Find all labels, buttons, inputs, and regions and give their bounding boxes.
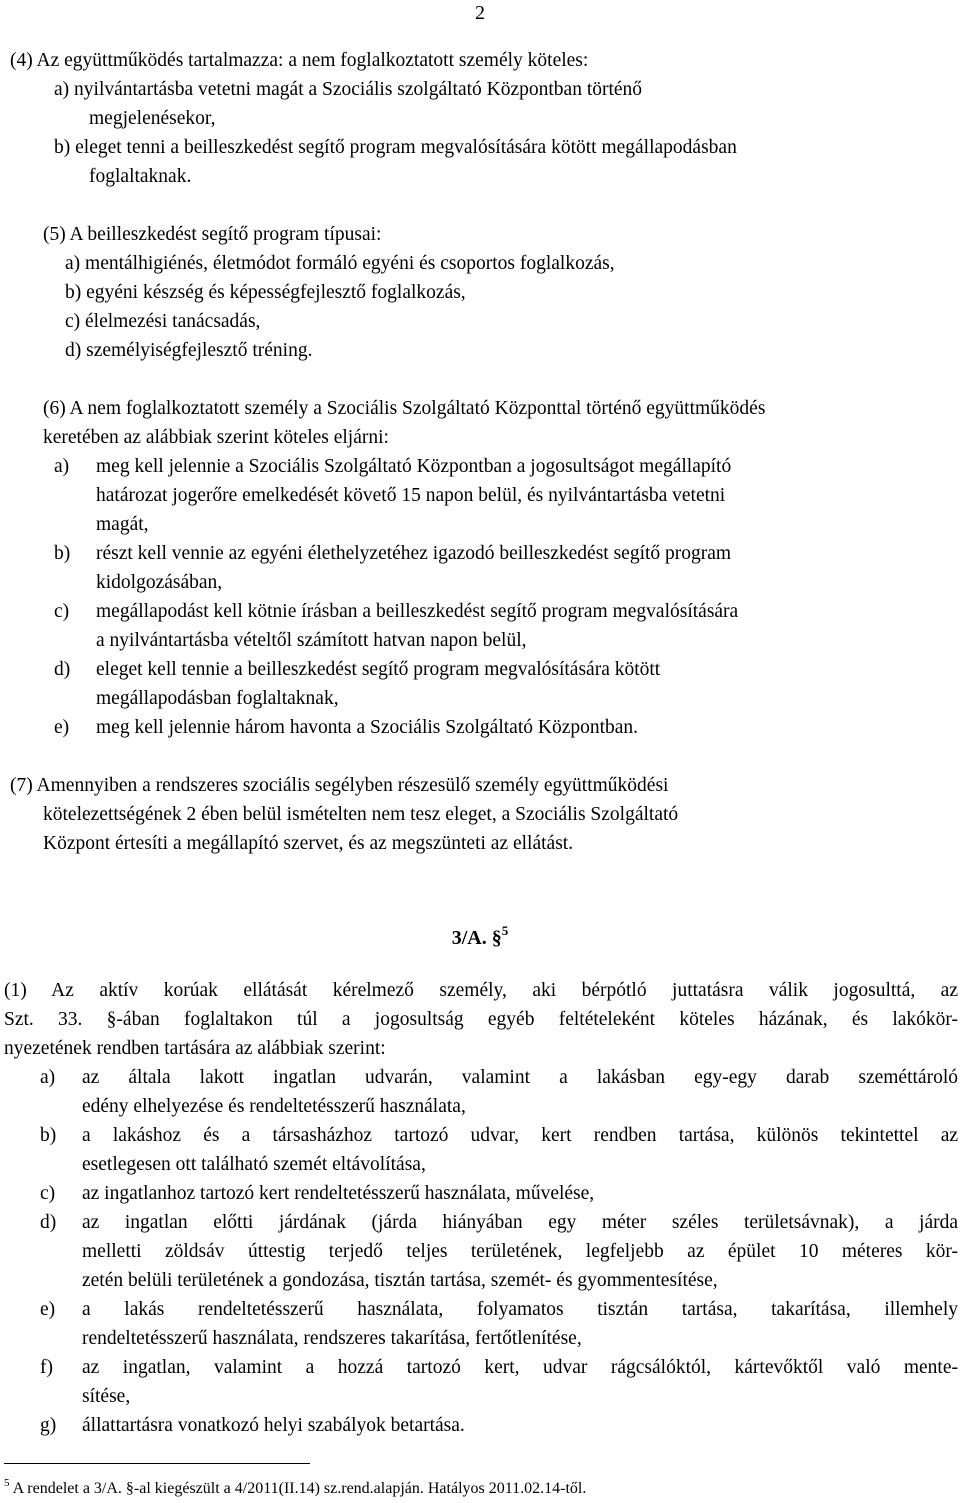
section-6-intro: (6) A nem foglalkoztatott személy a Szociális Szolgáltató Központtal történő együttműködés [43, 398, 766, 419]
section-5-item-d: d) személyiségfejlesztő tréning. [65, 340, 313, 361]
section-4-item-a-cont: megjelenésekor, [89, 108, 216, 129]
section-6-item-c: megállapodást kell kötnie írásban a beilleszkedést segítő program megvalósítására [96, 601, 739, 622]
section-3a-1-line-3: nyezetének rendben tartására az alábbiak szerint: [4, 1038, 386, 1059]
section-3a-item-d: az ingatlan előtti járdának (járda hiányában egy méter széles területsávnak), a járda [82, 1212, 958, 1233]
section-4-intro: (4) Az együttműködés tartalmazza: a nem foglalkoztatott személy köteles: [10, 50, 589, 71]
section-3a-item-e: a lakás rendeltetésszerű használata, folyamatos tisztán tartása, takarítása, illemhely [82, 1299, 958, 1320]
section-6-item-c-cont: a nyilvántartásba vételtől számított hatvan napon belül, [96, 630, 527, 651]
section-7-line-1: (7) Amennyiben a rendszeres szociális segélyben részesülő személy együttműködési [10, 775, 669, 796]
section-5-item-c: c) élelmezési tanácsadás, [65, 311, 261, 332]
section-6-item-a-label: a) [54, 456, 70, 477]
section-6-item-e-label: e) [54, 717, 70, 738]
section-3a-item-d-cont: melletti zöldsáv úttestig terjedő teljes területének, legfeljebb az épület 10 méteres kör- [82, 1241, 958, 1262]
section-6-item-d-label: d) [54, 659, 71, 680]
section-6-item-b-label: b) [54, 543, 71, 564]
section-3a-item-d-label: d) [40, 1212, 57, 1233]
section-3a-item-e-label: e) [40, 1299, 56, 1320]
section-6-item-c-label: c) [54, 601, 70, 622]
section-3a-item-a-label: a) [40, 1067, 56, 1088]
section-4-item-a: a) nyilvántartásba vetetni magát a Szociális szolgáltató Központban történő [54, 79, 643, 100]
section-3a-item-b: a lakáshoz és a társasházhoz tartozó udvar, kert rendben tartása, különös tekintettel az [82, 1125, 958, 1146]
section-3a-item-c: az ingatlanhoz tartozó kert rendeltetésszerű használata, művelése, [82, 1183, 595, 1204]
section-6-intro-cont: keretében az alábbiak szerint köteles eljárni: [43, 427, 389, 448]
section-6-item-d-cont: megállapodásban foglaltaknak, [96, 688, 339, 709]
section-3a-item-f-label: f) [40, 1357, 53, 1378]
section-7-line-2: kötelezettségének 2 ében belül ismételten nem tesz eleget, a Szociális Szolgáltató [43, 804, 679, 825]
section-5-intro: (5) A beilleszkedést segítő program típusai: [43, 224, 382, 245]
section-3a-item-b-label: b) [40, 1125, 57, 1146]
footnote-divider [4, 1463, 310, 1464]
section-3a-item-a-cont: edény elhelyezése és rendeltetésszerű használata, [82, 1096, 466, 1117]
section-6-item-a: meg kell jelennie a Szociális Szolgáltató Központban a jogosultságot megállapító [96, 456, 732, 477]
footnote [4, 1472, 586, 1500]
section-3a-item-d-cont2: zetén belüli területének a gondozása, tisztán tartása, szemét- és gyommentesítése, [82, 1270, 718, 1291]
footnote-ref: 5 [501, 923, 509, 938]
footnote-number: 5 [4, 1477, 10, 1489]
section-3a-item-e-cont: rendeltetésszerű használata, rendszeres takarítása, fertőtlenítése, [82, 1328, 582, 1349]
section-3a-item-g: állattartásra vonatkozó helyi szabályok betartása. [82, 1415, 465, 1436]
section-6-item-b-cont: kidolgozásában, [96, 572, 223, 593]
section-7-line-3: Központ értesíti a megállapító szervet, és az megszünteti az ellátást. [43, 833, 574, 854]
section-heading-text: 3/A. § [451, 927, 502, 949]
section-3a-item-c-label: c) [40, 1183, 56, 1204]
section-3a-1-line-1: (1) Az aktív korúak ellátását kérelmező személy, aki bérpótló juttatásra válik jogosulttá, az [4, 980, 958, 1001]
section-3a-1-line-2: Szt. 33. §-ában foglaltakon túl a jogosultság egyéb feltételeként köteles házának, és lakókör- [4, 1009, 958, 1030]
section-3a-item-b-cont: esetlegesen ott található szemét eltávolítása, [82, 1154, 426, 1175]
section-4-item-b: b) eleget tenni a beilleszkedést segítő program megvalósítására kötött megállapodásban [54, 137, 737, 158]
section-6-item-a-cont2: magát, [96, 514, 149, 535]
section-3a-item-a: az általa lakott ingatlan udvarán, valamint a lakásban egy-egy darab szeméttároló [82, 1067, 958, 1088]
section-6-item-b: részt kell vennie az egyéni élethelyzetéhez igazodó beilleszkedést segítő program [96, 543, 732, 564]
section-3a-item-f: az ingatlan, valamint a hozzá tartozó kert, udvar rágcsálóktól, kártevőktől való mente- [82, 1357, 958, 1378]
section-3a-item-f-cont: sítése, [82, 1386, 131, 1407]
section-3a-item-g-label: g) [40, 1415, 57, 1436]
section-6-item-d: eleget kell tennie a beilleszkedést segítő program megvalósítására kötött [96, 659, 661, 680]
section-heading [0, 915, 960, 954]
section-6-item-e: meg kell jelennie három havonta a Szociális Szolgáltató Központban. [96, 717, 639, 738]
footnote-text: A rendelet a 3/A. §-al kiegészült a 4/2011(II.14) sz.rend.alapján. Hatályos 2011.02.14-től. [9, 1480, 587, 1497]
section-5-item-a: a) mentálhigiénés, életmódot formáló egyéni és csoportos foglalkozás, [65, 253, 615, 274]
section-5-item-b: b) egyéni készség és képességfejlesztő foglalkozás, [65, 282, 466, 303]
section-4-item-b-cont: foglaltaknak. [89, 166, 192, 187]
section-6-item-a-cont: határozat jogerőre emelkedését követő 15 napon belül, és nyilvántartásba vetetni [96, 485, 726, 506]
page-number: 2 [475, 2, 485, 24]
